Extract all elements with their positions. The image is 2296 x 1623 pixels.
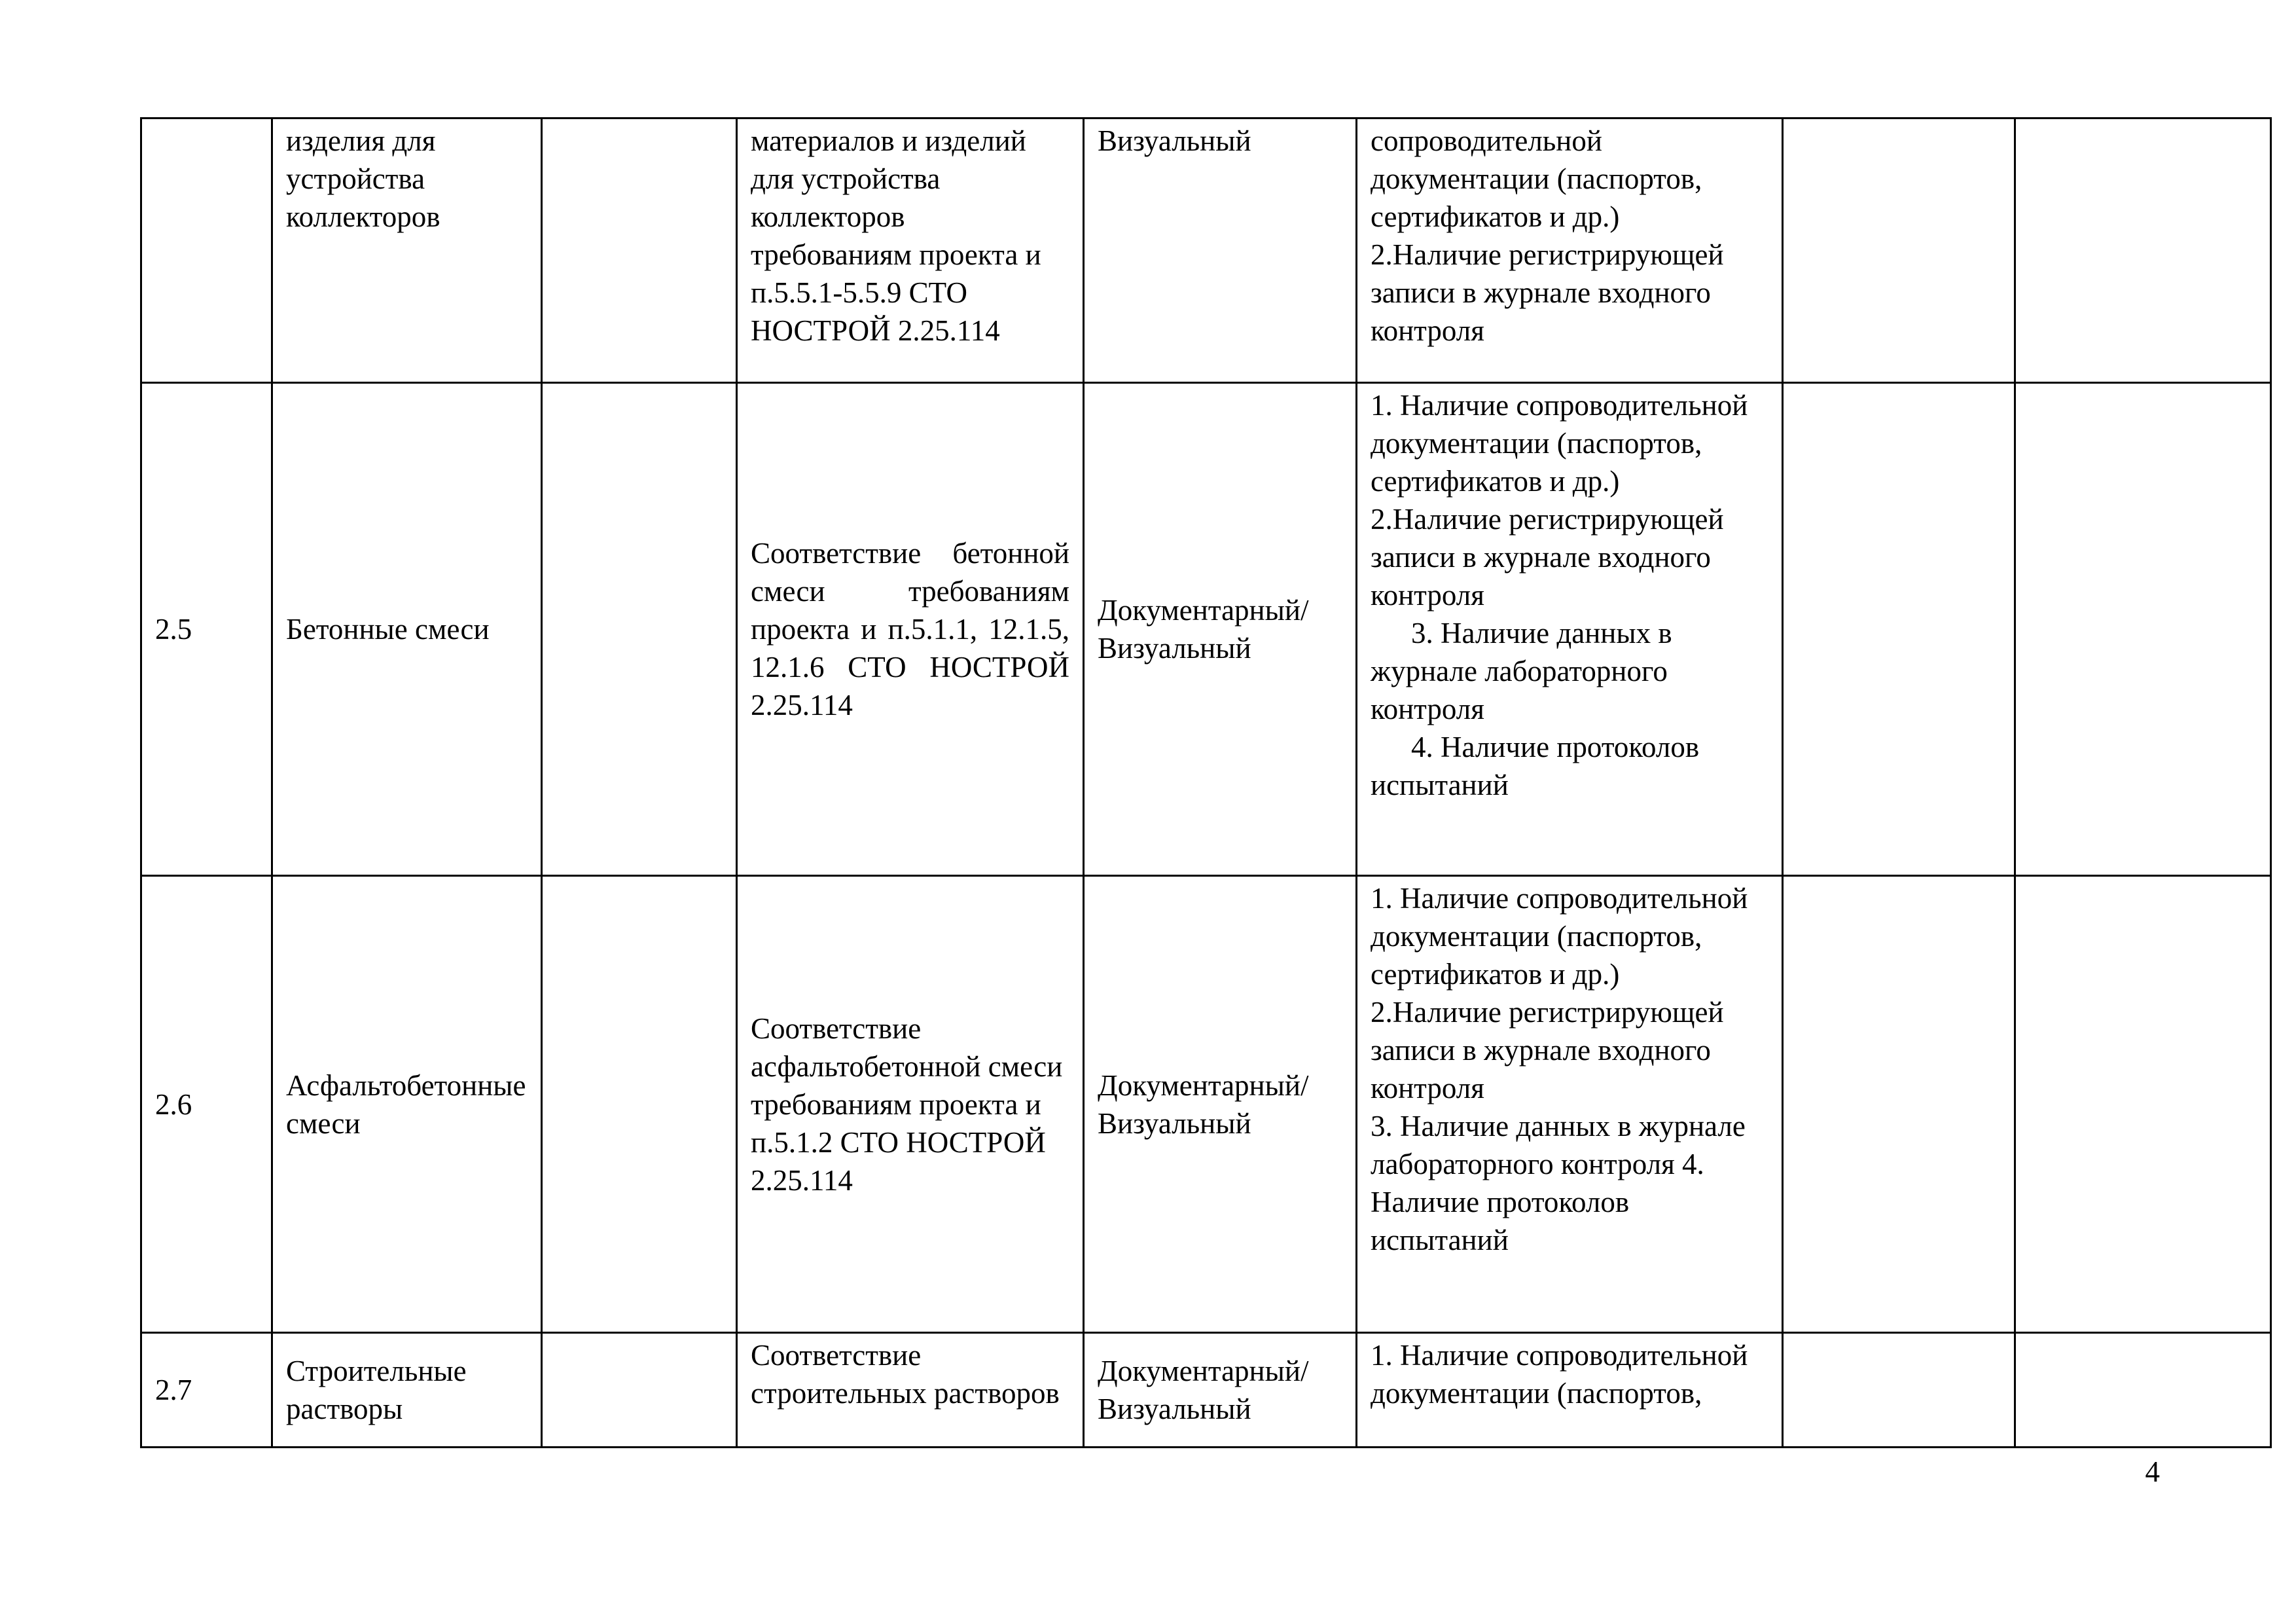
empty-cell [542,119,737,383]
docs-line: 2.Наличие регистрирующей записи в журнале входного контроля [1371,238,1724,347]
page-number: 4 [2145,1455,2160,1488]
table-row [141,1333,2271,1448]
requirement-cell: материалов и изделий для устройства коллекторов требованиям проекта и п.5.5.1-5.5.9 СТО НОСТРОЙ 2.25.114 [737,119,1084,383]
item-name-cell: Асфальтобетонные смеси [272,876,542,1333]
empty-cell [1783,383,2015,876]
empty-cell [542,1333,737,1448]
docs-line: 4. Наличие протоколов испытаний [1371,731,1700,801]
empty-cell [1783,1333,2015,1448]
empty-cell [2015,876,2271,1333]
empty-cell [1783,876,2015,1333]
requirement-cell: Соответствие бетонной смеси требованиям проекта и п.5.1.1, 12.1.5, 12.1.6 СТО НОСТРОЙ 2.25.114 [737,383,1084,876]
empty-cell [2015,383,2271,876]
docs-line: 2.Наличие регистрирующей записи в журнале входного контроля [1371,503,1724,611]
row-number-cell: 2.7 [141,1333,272,1448]
inspection-table [140,117,2272,1448]
docs-line: 2.Наличие регистрирующей записи в журнале входного контроля [1371,996,1724,1104]
docs-line: сопроводительной документации (паспортов, сертификатов и др.) [1371,124,1702,233]
docs-line: 1. Наличие сопроводительной документации (паспортов, сертификатов и др.) [1371,389,1748,498]
row-number-cell: 2.5 [141,383,272,876]
table-row [141,383,2271,876]
table-row [141,119,2271,383]
docs-cell [1357,1333,1783,1448]
docs-cell [1357,119,1783,383]
empty-cell [2015,1333,2271,1448]
docs-line: 1. Наличие сопроводительной документации (паспортов, сертификатов и др.) [1371,882,1748,991]
docs-line: 3. Наличие данных в журнале лабораторного контроля [1371,617,1672,725]
docs-cell [1357,383,1783,876]
row-number-cell: 2.6 [141,876,272,1333]
method-cell: Документарный/ Визуальный [1084,1333,1357,1448]
table-row [141,876,2271,1333]
item-name-cell: Бетонные смеси [272,383,542,876]
docs-line: 3. Наличие данных в журнале лабораторного контроля 4. Наличие протоколов испытаний [1371,1110,1746,1256]
empty-cell [2015,119,2271,383]
docs-cell [1357,876,1783,1333]
item-name-cell: Строительные растворы [272,1333,542,1448]
item-name-cell: изделия для устройства коллекторов [272,119,542,383]
method-cell: Визуальный [1084,119,1357,383]
method-cell: Документарный/ Визуальный [1084,383,1357,876]
method-cell: Документарный/ Визуальный [1084,876,1357,1333]
row-number-cell [141,119,272,383]
requirement-cell: Соответствие асфальтобетонной смеси требованиям проекта и п.5.1.2 СТО НОСТРОЙ 2.25.114 [737,876,1084,1333]
requirement-cell: Соответствие строительных растворов [737,1333,1084,1448]
empty-cell [1783,119,2015,383]
empty-cell [542,383,737,876]
empty-cell [542,876,737,1333]
docs-line: 1. Наличие сопроводительной документации (паспортов, [1371,1339,1748,1410]
